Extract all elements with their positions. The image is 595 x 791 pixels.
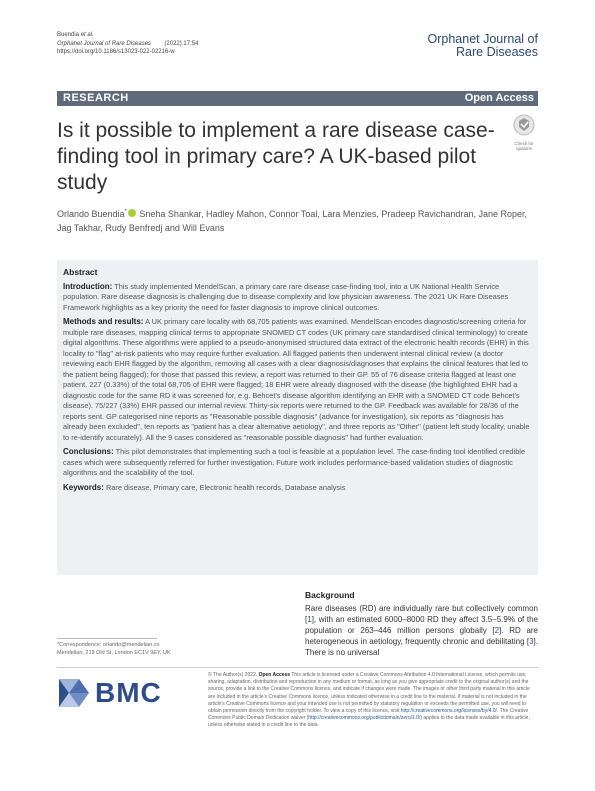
footnote-divider [57,638,157,639]
bg-text-4: ]. There is no universal [305,637,538,657]
intro-label: Introduction: [63,281,113,291]
citation-etal: et al. [80,32,94,38]
badge-line1: Check for [514,141,534,146]
journal-name [428,33,539,59]
license-lead: © The Author(s) 2022. [208,672,259,678]
article-title: Is it possible to implement a rare disease case-finding tool in primary care? A UK-based pilot study [57,119,495,194]
license-text [208,672,538,730]
background-text [305,603,538,658]
keywords-text: Rare disease, Primary care, Electronic health records, Database analysis [103,482,346,492]
citation-block [57,31,198,57]
section-banner [57,91,538,106]
abstract-conclusions [63,447,530,479]
other-authors: Sneha Shankar, Hadley Mahon, Connor Toal, Lara Menzies, Pradeep Ravichandran, Jane Roper, Jag Takhar, Rudy Benfredj and Will Evans [57,209,527,233]
correspondence [57,641,227,657]
abstract-introduction [63,282,530,314]
citation-journal: Orphanet Journal of Rare Diseases [57,40,152,47]
methods-text: A UK primary care locality with 68,705 patients was examined. MendelScan encodes diagnostic/screening criteria for multiple rare diseases, mapping clinical terms to appropriate SNOMED CT codes (UK primary care standardised clinical terminology) to create digital algorithms. These algorithms were applied to a pseudo-anonymised structured data extract of the electronic health records (EHR) in this locality to "flag" at-risk patients who may require further evaluation. All flagged patients then underwent internal clinical review (a doctor reviewing each EHR flagged by the algorithm, removing all cases with a clear diagnosis/diagnoses that explains the clinical features that led to the patient being flagged); for those that passed this review, a report was returned to their GP. 55 of 76 disease criteria flagged at least one patient. 227 (0.33%) of the total 68,705 of EHR were flagged; 18 EHR were already diagnosed with the disease (the highlighted EHR had a diagnostic code for the same RD it was screened for, e.g. Behcet's disease algorithm identifying an EHR with a SNOMED CT code Behcet's disease). 75/227 (33%) EHR passed our internal review. Thirty-six reports were returned to the GP. Feedback was available for 28/36 of the reports sent. GP categorised nine reports as "Reasonable possible diagnosis" (advance for investigation), six reports as "diagnosis has already been excluded", ten reports as "patient has a clear alternative aetiology", and three reports as "Other" (patient left study locality, unable to re-identify accurately). All the 9 cases considered as "reasonable possible diagnosis" had further evaluation. [63,317,530,442]
open-access-label: Open Access [464,92,534,104]
abstract-keywords [63,483,530,494]
intro-text: This study implemented MendelScan, a primary care rare disease case-finding tool, into a UK National Health Service population. Rare disease diagnosis is challenging due to disease complexity and low physician awareness. The 2021 UK Rare Diseases Framework highlights as a key priority the need for faster diagnosis to improve clinical outcomes. [63,281,509,312]
license-link-cc0[interactable]: http://creativecommons.org/publicdomain/zero/1.0/ [308,715,421,722]
author-list [57,205,527,235]
section-label: RESEARCH [63,92,129,104]
check-for-updates-badge[interactable] [510,114,538,151]
license-link-cc-by[interactable]: http://creativecommons.org/licenses/by/4.0/ [400,708,497,715]
license-divider [57,667,538,668]
license-mid: . The Creative Commons Public Domain Dedication waiver ( [208,708,529,722]
ref-link-3[interactable]: 3 [529,637,534,646]
bg-text-2: ], with an estimated 6000–8000 RD they affect 3.5–5.9% of the population or 263–446 million persons globally [ [305,615,538,635]
orcid-icon[interactable] [128,209,136,217]
badge-line2: updates [515,146,532,151]
ref-link-2[interactable]: 2 [494,626,500,635]
first-author: Orlando Buendia [57,209,125,219]
bmc-logo-text: BMC [95,677,162,708]
abstract-methods [63,317,530,443]
keywords-label: Keywords: [63,482,104,492]
citation-author: Buendia [57,32,81,38]
bg-text-3: ]. RD are heterogeneous in aetiology, frequently chronic and debilitating [ [305,626,538,646]
license-oa: Open Access [258,672,291,678]
bmc-logo [57,673,197,713]
license-body: This article is licensed under a Creative Commons Attribution 4.0 International License, which permits use, sharing, adaptation, distribution and reproduction in any medium or format, as long as you give appropriate credit to the original author(s) and the source, provide a link to the Creative Commons licence, and indicate if changes were made. The images or other third party material in this article are included in the article's Creative Commons licence, unless indicated otherwise in a credit line to the material. If material is not included in the article's Creative Commons licence and your intended use is not permitted by statutory regulation or exceeds the permitted use, you will need to obtain permission directly from the copyright holder. To view a copy of this licence, visit [208,672,530,715]
correspondence-email[interactable]: *Correspondence: orlando@mendelian.co [57,642,160,648]
abstract-heading: Abstract [63,267,98,277]
ref-link-1[interactable]: 1 [307,615,312,624]
bg-text-1: Rare diseases (RD) are individually rare but collectively common [ [305,604,538,624]
journal-name-line1: Orphanet Journal of [427,32,538,46]
conclusions-label: Conclusions: [63,447,114,456]
journal-name-line2: Rare Diseases [456,45,538,59]
conclusions-text: This pilot demonstrates that implementing such a tool is feasible at a population level. The case-finding tool identified credible cases which were subsequently referred for further investigation. Future work includes performance-based validation studies of diagnostic algorithms and the scalability of the tool. [63,447,526,477]
correspondence-address: Mendelian, 219 Old St, London EC1V 9EY, UK [57,650,171,656]
methods-label: Methods and results: [63,317,144,326]
corresponding-mark: * [124,209,127,215]
check-updates-icon [510,114,538,136]
doi-link[interactable]: https://doi.org/10.1186/s13023-022-02216-w [57,49,175,55]
citation-year: (2022) 17:54 [164,40,199,47]
license-tail: ) applies to the data made available in this article, unless otherwise stated in a credit line to the data. [208,715,530,729]
abstract-box [57,260,538,575]
background-heading: Background [305,590,355,600]
